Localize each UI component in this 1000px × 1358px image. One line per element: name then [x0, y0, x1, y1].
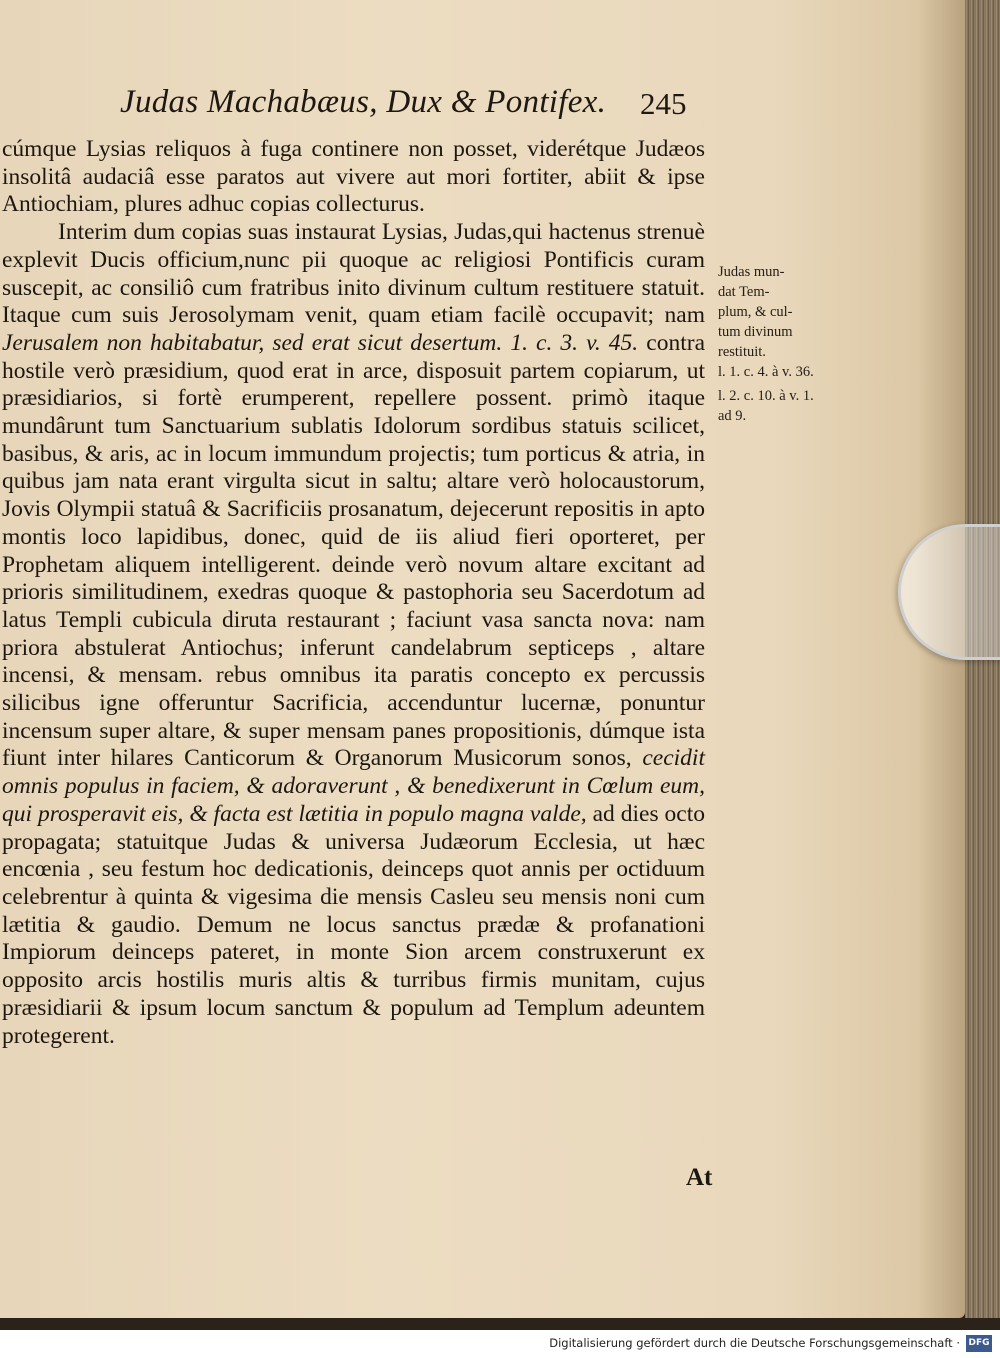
main-text	[2, 136, 705, 1050]
page-number: 245	[640, 86, 687, 121]
margin-note-line: plum, & cul-	[718, 304, 793, 320]
dfg-logo-icon: DFG	[966, 1335, 992, 1352]
margin-note-line: dat Tem-	[718, 284, 770, 300]
margin-note-line: Judas mun-	[718, 264, 785, 280]
running-title: Judas Machabæus, Dux & Pontifex.	[120, 84, 607, 120]
margin-note-line: tum divinum	[718, 324, 793, 340]
paragraph-2	[2, 219, 705, 1050]
page-header	[0, 80, 720, 128]
paragraph-1: cúmque Lysias reliquos à fuga continere non posset, viderétque Judæos insolitâ audaciâ esse paratos aut vivere aut mori fortiter, abiit & ipse Antiochiam, plures adhuc copias collecturus.	[2, 136, 705, 218]
margin-note-line: restituit.	[718, 344, 766, 360]
paragraph-2-text-b: contra hostile verò præsidium, quod erat in arce, disposuit partem copiarum, ut præsidiarios, si fortè erumperent, repellere possent. primò itaque mundârunt tum Sanctuarium sublatis Idolorum sordibus statuis scilicet, basibus, & aris, ac in locum immundum projectis; tum porticus & atria, in quibus jam nata erant virgulta sicut in saltu; altare verò holocaustorum, Jovis Olympii statuâ & Sacrificiis prosanatum, dejecerunt repositis in apto montis loco lapidibus, donec, quid de iis aliud fieri oporteret, per Prophetam aliquem intelligerent. deinde verò novum altare excitant ad prioris similitudinem, exedras quoque & pastophoria seu Sacerdotum ad latus Templi cubicula diruta restaurant ; faciunt vasa sancta nova: nam priora abstulerat Antiochus; inferunt candelabrum septiceps , altare incensi, & mensam. rebus omnibus ita paratis concepto ex percussis silicibus igne offeruntur Sacrificia, accenduntur lucernæ, ponuntur incensum super altare, & super mensam panes propositionis, dúmque ista fiunt inter hilares Canticorum & Organorum Musicorum sonos,	[2, 329, 705, 772]
margin-reference-1: l. 1. c. 4. à v. 36.	[718, 364, 814, 380]
margin-reference-2: l. 2. c. 10. à v. 1. ad 9.	[718, 388, 814, 424]
footer-bar	[0, 1330, 1000, 1358]
scripture-quote-1: Jerusalem non habitabatur, sed erat sicut desertum. 1. c. 3. v. 45.	[2, 329, 639, 356]
paragraph-2-text-a: Interim dum copias suas instaurat Lysias, Judas,qui hactenus strenuè explevit Ducis officium,nunc pii quoque ac religiosi Pontificis curam suscepit, ac consiliô cum fratribus inito divinum cultum restituere statuit. Itaque cum suis Jerosolymam venit, quam etiam facilè occupavit; nam	[2, 219, 705, 329]
paragraph-2-text-c: ad dies octo propagata; statuitque Judas & universa Judæorum Ecclesia, ut hæc encœnia , seu festum hoc dedicationis, deinceps quot annis per octiduum celebrentur à quinta & vigesima die mensis Casleu seu mensis noni cum lætitia & gaudio. Demum ne locus sanctus prædæ & profanationi Impiorum deinceps pateret, in monte Sion arcem construxerunt ex opposito arcis hostilis muris altis & turribus firmis munitam, cujus præsidiarii & ipsum locum sanctum & populum ad Templum adeuntem protegerent.	[2, 800, 705, 1049]
margin-note	[718, 262, 830, 426]
footer-credit: Digitalisierung gefördert durch die Deutsche Forschungsgemeinschaft ·	[549, 1336, 960, 1350]
catchword: At	[686, 1164, 713, 1191]
scripture-quote-2: cecidit omnis populus in faciem, & adoraverunt , & benedixerunt in Cœlum eum, qui prosperavit eis, & facta est lætitia in populo magna valde,	[2, 745, 705, 827]
